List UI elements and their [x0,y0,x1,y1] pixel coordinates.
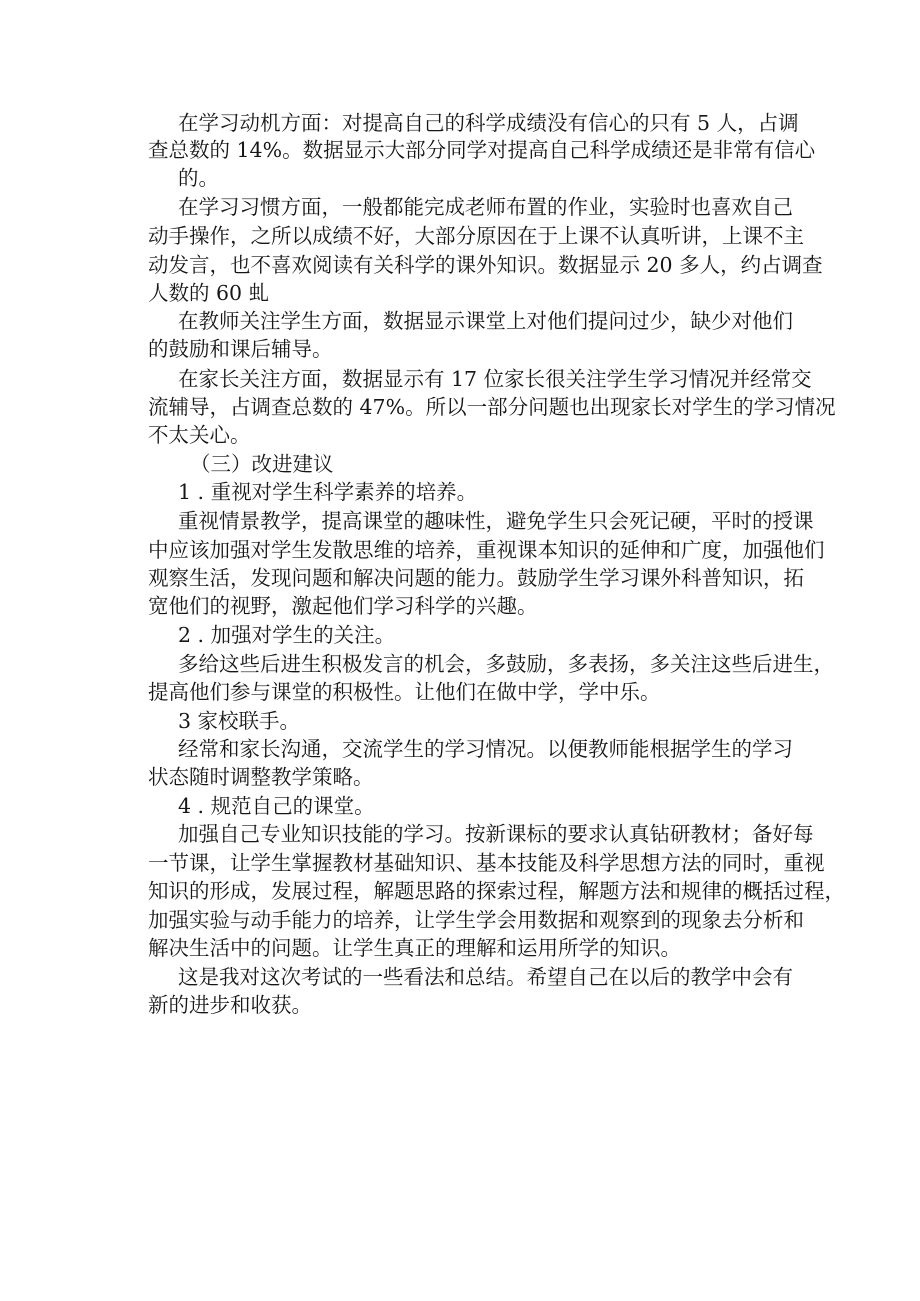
text-line: 在教师关注学生方面，数据显示课堂上对他们提问过少，缺少对他们 [178,309,793,333]
text-line: 查总数的 14%。数据显示大部分同学对提高自己科学成绩还是非常有信心 [148,138,816,162]
text-line: 宽他们的视野，激起他们学习科学的兴趣。 [148,594,538,618]
text-line: 在家长关注方面，数据显示有 17 位家长很关注学生学习情况并经常交 [178,367,812,391]
text-line: 的。 [178,166,219,190]
text-line: 中应该加强对学生发散思维的培养，重视课本知识的延伸和广度，加强他们 [148,538,825,562]
text-line: 人数的 60 虬 [148,281,270,305]
text-line: 新的进步和收获。 [148,993,312,1017]
section-heading: （三）改进建议 [190,452,334,476]
text-line: 多给这些后进生积极发言的机会，多鼓励，多表扬，多关注这些后进生， [178,652,834,676]
text-line: 知识的形成，发展过程，解题思路的探索过程，解题方法和规律的概括过程， [148,879,845,903]
subheading: 3 家校联手。 [178,709,301,733]
text-line: 加强自己专业知识技能的学习。按新课标的要求认真钻研教材；备好每 [178,822,814,846]
subheading: 1 . 重视对学生科学素养的培养。 [178,480,478,504]
text-line: 动手操作，之所以成绩不好，大部分原因在于上课不认真听讲，上课不主 [148,224,804,248]
text-line: 流辅导，占调查总数的 47%。所以一部分问题也出现家长对学生的学习情况 [148,395,836,419]
subheading: 4 . 规范自己的课堂。 [178,794,375,818]
text-line: 解决生活中的问题。让学生真正的理解和运用所学的知识。 [148,936,681,960]
text-line: 加强实验与动手能力的培养，让学生学会用数据和观察到的现象去分析和 [148,908,804,932]
text-line: 状态随时调整教学策略。 [148,765,374,789]
text-line: 动发言，也不喜欢阅读有关科学的课外知识。数据显示 20 多人，约占调查 [148,253,823,277]
text-line: 的鼓励和课后辅导。 [148,337,333,361]
text-line: 不太关心。 [148,423,251,447]
text-line: 在学习动机方面：对提高自己的科学成绩没有信心的只有 5 人，占调 [178,111,799,135]
text-line: 这是我对这次考试的一些看法和总结。希望自己在以后的教学中会有 [178,965,793,989]
subheading: 2 . 加强对学生的关注。 [178,623,396,647]
text-line: 重视情景教学，提高课堂的趣味性，避免学生只会死记硬，平时的授课 [178,509,814,533]
text-line: 一节课，让学生掌握教材基础知识、基本技能及科学思想方法的同时，重视 [148,851,825,875]
text-line: 观察生活，发现问题和解决问题的能力。鼓励学生学习课外科普知识，拓 [148,566,804,590]
text-line: 在学习习惯方面，一般都能完成老师布置的作业，实验时也喜欢自己 [178,195,793,219]
text-line: 经常和家长沟通，交流学生的学习情况。以便教师能根据学生的学习 [178,737,793,761]
text-line: 提高他们参与课堂的积极性。让他们在做中学，学中乐。 [148,680,661,704]
